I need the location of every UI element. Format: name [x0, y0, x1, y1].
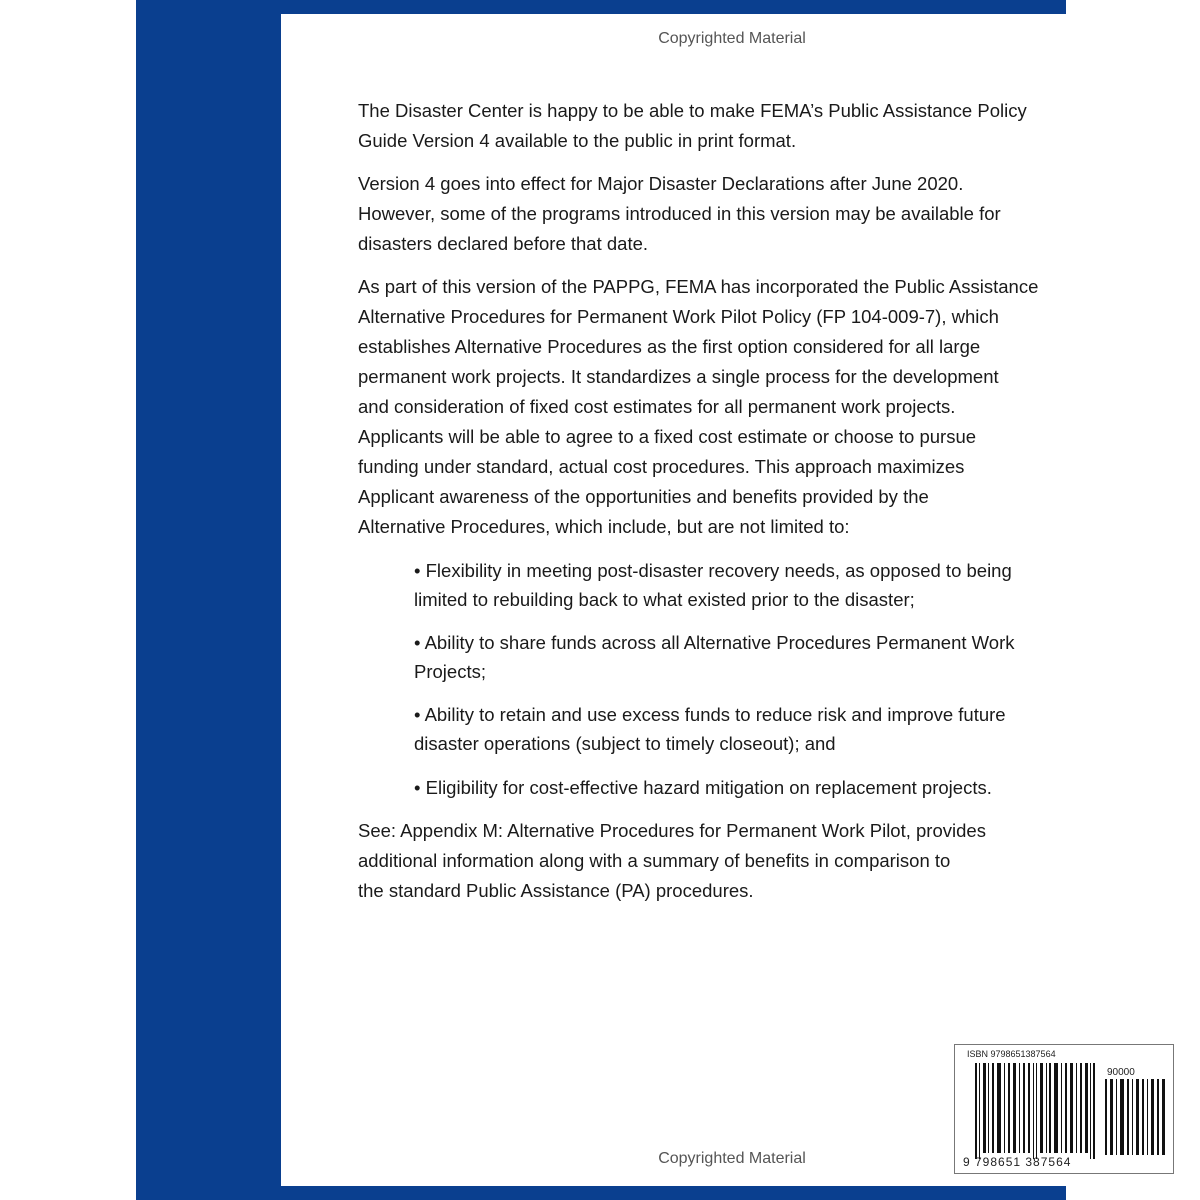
isbn-label: ISBN 9798651387564	[967, 1049, 1056, 1059]
text-line: • Ability to share funds across all Alternative Procedures Permanent Work	[414, 632, 1015, 653]
text-line: Alternative Procedures for Permanent Work Pilot Policy (FP 104-009-7), which	[358, 306, 999, 327]
text-line: Version 4 goes into effect for Major Disaster Declarations after June 2020.	[358, 173, 964, 194]
copyright-header: Copyrighted Material	[658, 30, 806, 47]
text-line: disasters declared before that date.	[358, 233, 649, 254]
price-addon: 90000	[1107, 1067, 1135, 1078]
text-line: additional information along with a summary of benefits in comparison to	[358, 850, 951, 871]
text-line: Alternative Procedures, which include, but are not limited to:	[358, 516, 850, 537]
text-line: establishes Alternative Procedures as the first option considered for all large	[358, 336, 981, 357]
text-line: As part of this version of the PAPPG, FEMA has incorporated the Public Assistance	[358, 276, 1039, 297]
text-line: Guide Version 4 available to the public in print format.	[358, 130, 797, 151]
text-line: • Flexibility in meeting post-disaster recovery needs, as opposed to being	[414, 560, 1012, 581]
text-line: • Eligibility for cost-effective hazard mitigation on replacement projects.	[414, 777, 992, 798]
text-line: See: Appendix M: Alternative Procedures for Permanent Work Pilot, provides	[358, 820, 986, 841]
text-line: funding under standard, actual cost procedures. This approach maximizes	[358, 456, 965, 477]
closing-paragraph	[358, 816, 986, 906]
pappg-paragraph	[358, 272, 1038, 542]
barcode-bars	[975, 1063, 1095, 1159]
copyright-footer: Copyrighted Material	[658, 1150, 806, 1167]
text-line: However, some of the programs introduced in this version may be available for	[358, 203, 1001, 224]
addon-bars	[1105, 1079, 1165, 1155]
text-line: disaster operations (subject to timely closeout); and	[414, 733, 836, 754]
barcode-digits: 9 798651 387564	[963, 1155, 1072, 1169]
text-line: Applicants will be able to agree to a fixed cost estimate or choose to pursue	[358, 426, 977, 447]
text-line: The Disaster Center is happy to be able to make FEMA’s Public Assistance Policy	[358, 100, 1027, 121]
intro-paragraph	[358, 96, 1027, 156]
text-line: the standard Public Assistance (PA) procedures.	[358, 880, 754, 901]
bullet-item	[414, 628, 1014, 686]
text-line: • Ability to retain and use excess funds to reduce risk and improve future	[414, 704, 1006, 725]
text-line: and consideration of fixed cost estimates for all permanent work projects.	[358, 396, 956, 417]
back-cover-page	[281, 14, 1183, 1186]
text-line: limited to rebuilding back to what existed prior to the disaster;	[414, 589, 915, 610]
text-line: Projects;	[414, 661, 486, 682]
book-cover-frame	[136, 0, 1135, 1200]
text-line: permanent work projects. It standardizes a single process for the development	[358, 366, 999, 387]
bullet-item	[414, 556, 1012, 614]
bullet-item	[414, 700, 1006, 758]
version-paragraph	[358, 169, 1001, 259]
bullet-item	[414, 773, 992, 802]
text-line: Applicant awareness of the opportunities and benefits provided by the	[358, 486, 929, 507]
